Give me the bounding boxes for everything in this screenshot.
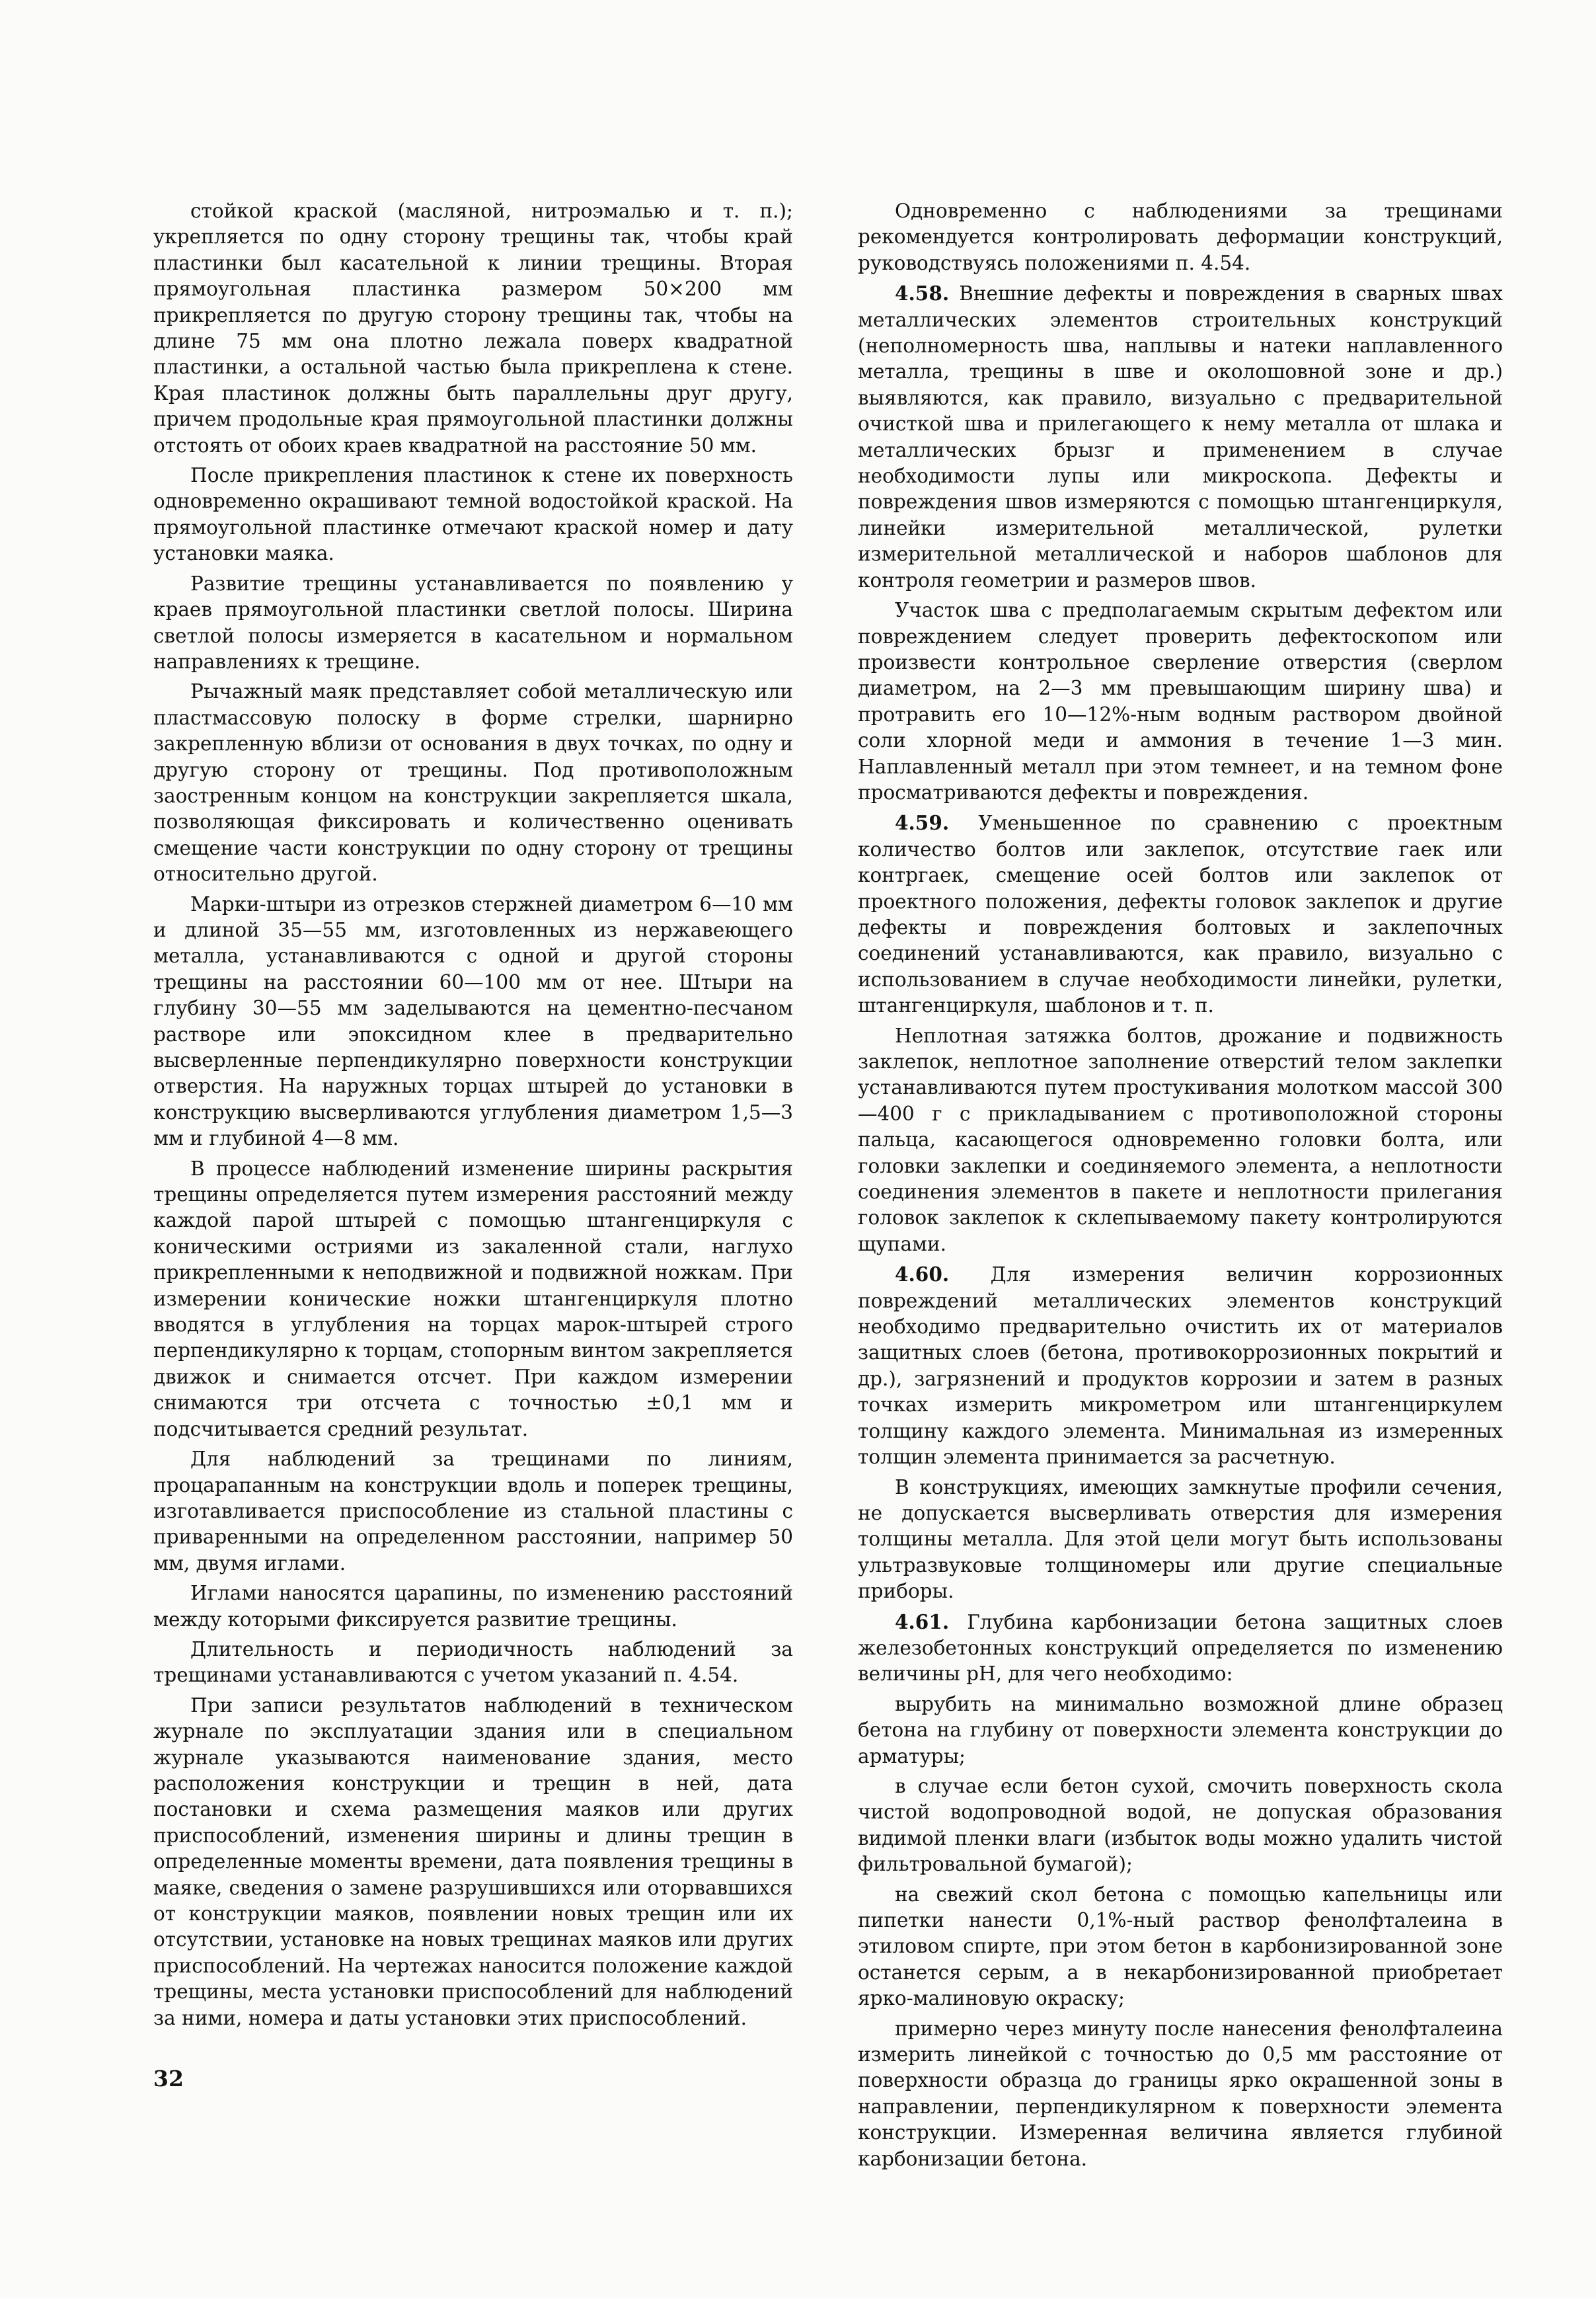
clause-number: 4.61.: [895, 1610, 950, 1633]
paragraph: Длительность и периодичность наблюдений за трещинами устанавливаются с учетом указаний п. 4.54.: [153, 1637, 793, 1687]
list-item: [858, 1773, 1503, 1878]
paragraph: При записи результатов наблюдений в техническом журнале по эксплуатации здания или в специальном журнале указываются наименование здания, место расположения конструкции и трещин в ней, дата постановки и схема размещения маяков или других приспособлений, изменения ширины и длины трещин в определенные моменты времени, дата появления трещины в маяке, сведения о замене разрушившихся или оторвавшихся от конструкции маяков, появлении новых трещин или их отсутствии, установке на новых трещинах маяков или других приспособлений. На чертежах наносится положение каждой трещины, места установки приспособлений для наблюдений за ними, номера и даты установки этих приспособлений.: [153, 1694, 793, 2029]
paragraph-text: вырубить на минимально возможной длине образец бетона на глубину от поверхности элемента конструкции до арматуры;: [858, 1692, 1503, 1768]
paragraph: [858, 1475, 1503, 1605]
paragraph-text: Для измерения величин коррозионных повреждений металлических элементов конструкций необходимо предварительно очистить их от материалов защитных слоев (бетона, противокоррозионных покрытий и др.), загрязнений и продуктов коррозии и затем в разных точках измерить микрометром или штангенциркулем толщину каждого элемента. Минимальная из измеренных толщин элемента принимается за расчетную.: [858, 1263, 1503, 1469]
paragraph-text: Внешние дефекты и повреждения в сварных швах металлических элементов строительных конструкций (неполномерность шва, наплывы и натеки наплавленного металла, трещины в шве и околошовной зоне и др.) выявляются, как правило, визуально с предварительной очисткой шва и прилегающего к нему металла от шлака и металлических брызг и применением в случае необходимости лупы или микроскопа. Дефекты и повреждения швов измеряются с помощью штангенциркуля, линейки измерительной металлической, рулетки измерительной металлической и наборов шаблонов для контроля геометрии и размеров швов.: [858, 282, 1503, 592]
paragraph-text: Глубина карбонизации бетона защитных слоев железобетонных конструкций определяется по изменению величины pH, для чего необходимо:: [858, 1610, 1503, 1686]
clause-4-60: [858, 1261, 1503, 1470]
paragraph: [858, 1023, 1503, 1258]
paragraph: стойкой краской (масляной, нитроэмалью и т. п.); укрепляется по одну сторону трещины так, чтобы край пластинки был касательной к линии трещины. Вторая прямоугольная пластинка размером 50×200 мм прикрепляется по другую сторону трещины так, чтобы на длине 75 мм она плотно лежала поверх квадратной пластинки, а остальной частью была прикреплена к стене. Края пластинок должны быть параллельны друг другу, причем продольные края прямоугольной пластинки должны отстоять от обоих краев квадратной на расстояние 50 мм.: [153, 200, 793, 457]
page-number: 32: [153, 2066, 184, 2091]
paragraph: [858, 598, 1503, 806]
list-item: [858, 2016, 1503, 2172]
list-item: [858, 1692, 1503, 1770]
list-item: [858, 1882, 1503, 2012]
paragraph-text: Неплотная затяжка болтов, дрожание и подвижность заклепок, неплотное заполнение отверстий телом заклепки устанавливаются путем простукивания молотком массой 300—400 г с прикладыванием с противоположной стороны пальца, касающегося одновременно головки болта, или головки заклепки и соединяемого элемента, а неплотности соединения элементов в пакете и неплотности прилегания головок заклепок к склепываемому пакету контролируются щупами.: [858, 1024, 1503, 1255]
paragraph-text: примерно через минуту после нанесения фенолфталеина измерить линейкой с точностью до 0,5 мм расстояние от поверхности образца до границы ярко окрашенной зоны в направлении, перпендикулярном к поверхности элемента конструкции. Измеренная величина является глубиной карбонизации бетона.: [858, 2017, 1503, 2170]
paragraph-text: Участок шва с предполагаемым скрытым дефектом или повреждением следует проверить дефектоскопом или произвести контрольное сверление отверстия (сверлом диаметром, на 2—3 мм превышающим ширину шва) и протравить его 10—12%-ным водным раствором двойной соли хлорной меди и аммония в течение 1—3 мин. Наплавленный металл при этом темнеет, и на темном фоне просматриваются дефекты и повреждения.: [858, 599, 1503, 804]
paragraph: Марки-штыри из отрезков стержней диаметром 6—10 мм и длиной 35—55 мм, изготовленных из нержавеющего металла, устанавливаются с одной и другой стороны трещины на расстоянии 60—100 мм от нее. Штыри на глубину 30—55 мм заделываются на цементно-песчаном растворе или эпоксидном клее в предварительно высверленные перпендикулярно поверхности конструкции отверстия. На наружных торцах штырей до установки в конструкцию высверливаются углубления диаметром 1,5—3 мм и глубиной 4—8 мм.: [153, 892, 793, 1150]
paragraph: Для наблюдений за трещинами по линиям, процарапанным на конструкции вдоль и поперек трещины, изготавливается приспособление из стальной пластины с приваренными на определенном расстоянии, например 50 мм, двумя иглами.: [153, 1448, 793, 1575]
clause-number: 4.60.: [895, 1263, 950, 1286]
paragraph-text: Одновременно с наблюдениями за трещинами рекомендуется контролировать деформации конструкций, руководствуясь положениями п. 4.54.: [858, 200, 1503, 274]
paragraph: Иглами наносятся царапины, по изменению расстояний между которыми фиксируется развитие трещины.: [153, 1582, 793, 1631]
clause-4-59: [858, 810, 1503, 1019]
right-column: [858, 198, 1503, 2172]
clause-4-58: [858, 280, 1503, 594]
paragraph: После прикрепления пластинок к стене их поверхность одновременно окрашивают темной водостойкой краской. На прямоугольной пластинке отмечают краской номер и дату установки маяка.: [153, 464, 793, 565]
paragraph-text: В конструкциях, имеющих замкнутые профили сечения, не допускается высверливать отверстия для измерения толщины металла. Для этой цели могут быть использованы ультразвуковые толщиномеры или другие специальные приборы.: [858, 1475, 1503, 1603]
paragraph: Рычажный маяк представляет собой металлическую или пластмассовую полоску в форме стрелки, шарнирно закрепленную вблизи от основания в двух точках, по одну и другую сторону от трещины. Под противоположным заостренным концом на конструкции закрепляется шкала, позволяющая фиксировать и количественно оценивать смещение части конструкции по одну сторону от трещины относительно другой.: [153, 680, 793, 886]
left-column: [153, 198, 793, 2031]
paragraph-text: Уменьшенное по сравнению с проектным количество болтов или заклепок, отсутствие гаек или контргаек, смещение осей болтов или заклепок от проектного положения, дефекты головок заклепок и другие дефекты и повреждения болтовых и заклепочных соединений устанавливаются, как правило, визуально с использованием в случае необходимости линейки, рулетки, штангенциркуля, шаблонов и т. п.: [858, 812, 1503, 1017]
paragraph-text: в случае если бетон сухой, смочить поверхность скола чистой водопроводной водой, не допуская образования видимой пленки влаги (избыток воды можно удалить чистой фильтровальной бумагой);: [858, 1774, 1503, 1876]
paragraph-text: на свежий скол бетона с помощью капельницы или пипетки нанести 0,1%-ный раствор фенолфталеина в этиловом спирте, при этом бетон в карбонизированной зоне останется серым, а в некарбонизированной приобретает ярко-малиновую окраску;: [858, 1883, 1503, 2010]
paragraph: В процессе наблюдений изменение ширины раскрытия трещины определяется путем измерения расстояний между каждой парой штырей с помощью штангенциркуля с коническими остриями из закаленной стали, наглухо прикрепленными к неподвижной и подвижной ножкам. При измерении конические ножки штангенциркуля плотно вводятся в углубления на торцах марок-штырей строго перпендикулярно к торцам, стопорным винтом закрепляется движок и снимается отсчет. При каждом измерении снимаются три отсчета с точностью ±0,1 мм и подсчитывается средний результат.: [153, 1157, 793, 1440]
paragraph: [858, 198, 1503, 276]
clause-4-61: [858, 1609, 1503, 1688]
clause-number: 4.59.: [895, 811, 950, 835]
clause-number: 4.58.: [895, 282, 950, 305]
paragraph: Развитие трещины устанавливается по появлению у краев прямоугольной пластинки светлой полосы. Ширина светлой полосы измеряется в касательном и нормальном направлениях к трещине.: [153, 572, 793, 673]
